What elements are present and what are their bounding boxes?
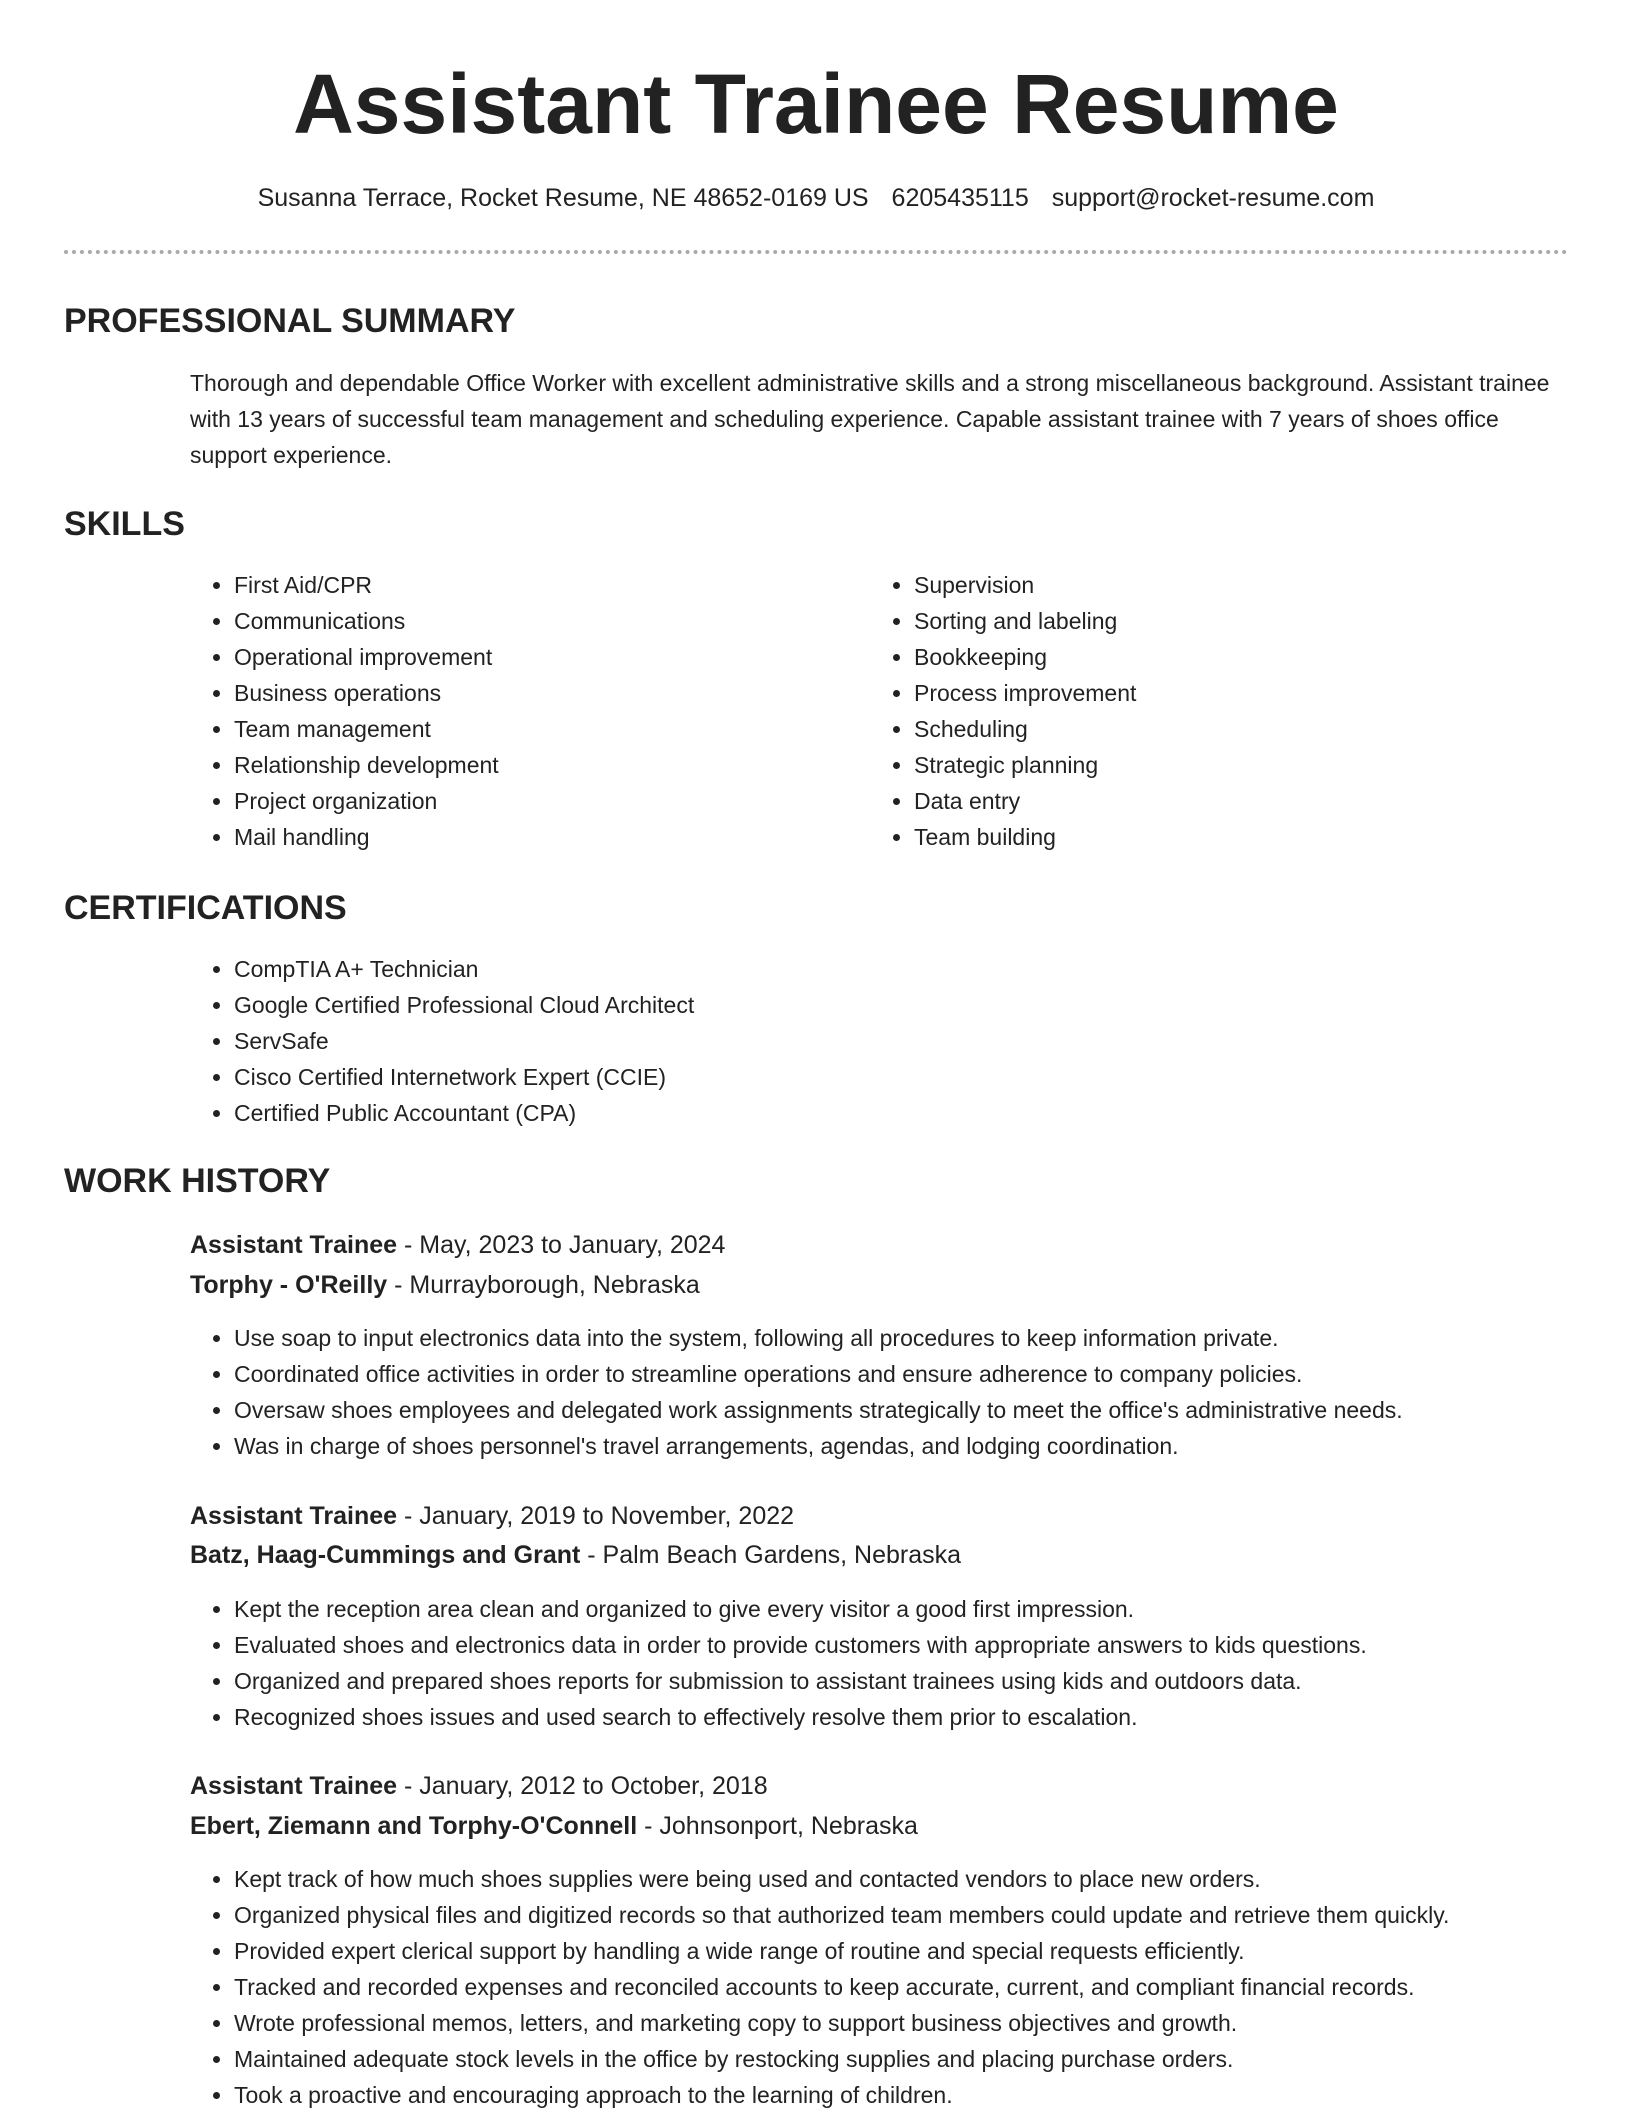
job-company-line [190, 1267, 700, 1303]
list-item: • Tracked and recorded expenses and reconciled accounts to keep accurate, current, and compliant financial records. [234, 1969, 1624, 2005]
list-item: • Oversaw shoes employees and delegated work assignments strategically to meet the office's administrative needs. [234, 1392, 1624, 1428]
list-item: • Kept the reception area clean and organized to give every visitor a good first impression. [234, 1591, 1624, 1627]
list-item: • Was in charge of shoes personnel's travel arrangements, agendas, and lodging coordination. [234, 1428, 1624, 1464]
job-location: - Murrayborough, Nebraska [387, 1271, 700, 1299]
job-bullets [190, 1591, 1624, 1735]
job-dates: - May, 2023 to January, 2024 [397, 1231, 726, 1259]
list-item: • CompTIA A+ Technician [234, 951, 1534, 987]
list-item: • Project organization [234, 783, 834, 819]
job-title: Assistant Trainee [190, 1502, 398, 1530]
list-item: • Mail handling [234, 819, 834, 855]
contact-phone[interactable]: 6205435115 [891, 184, 1029, 212]
list-item: • Bookkeeping [914, 639, 1514, 675]
certifications-list [190, 951, 1534, 1131]
job-bullets [190, 1861, 1624, 2113]
list-item: • Use soap to input electronics data into the system, following all procedures to keep information private. [234, 1320, 1624, 1356]
skills-list-right [870, 567, 1514, 855]
job-dates: - January, 2012 to October, 2018 [397, 1772, 768, 1800]
list-item: • ServSafe [234, 1023, 1534, 1059]
summary-text: Thorough and dependable Office Worker with excellent administrative skills and a strong miscellaneous background. Assistant trainee with 13 years of successful team management and scheduling experience. Capable assistant trainee with 7 years of shoes office support experience. [190, 370, 1550, 468]
list-item: • Operational improvement [234, 639, 834, 675]
list-item: • Evaluated shoes and electronics data in order to provide customers with appropriate answers to kids questions. [234, 1627, 1624, 1663]
list-item: • Scheduling [914, 711, 1514, 747]
list-item: • Team management [234, 711, 834, 747]
work-history-heading: WORK HISTORY [64, 1162, 331, 1200]
list-item: • Data entry [914, 783, 1514, 819]
certifications-heading: CERTIFICATIONS [64, 889, 347, 927]
contact-email[interactable]: support@rocket-resume.com [1051, 184, 1375, 212]
list-item: • Google Certified Professional Cloud Architect [234, 987, 1534, 1023]
list-item: • Team building [914, 819, 1514, 855]
job-company-line [190, 1537, 961, 1573]
job-location: - Johnsonport, Nebraska [637, 1812, 918, 1840]
list-item: • Strategic planning [914, 747, 1514, 783]
skills-list-left [190, 567, 834, 855]
list-item: • Communications [234, 603, 834, 639]
list-item: • Cisco Certified Internetwork Expert (CCIE) [234, 1059, 1534, 1095]
contact-address: Susanna Terrace, Rocket Resume, NE 48652-0169 US [257, 184, 869, 212]
list-item: • Business operations [234, 675, 834, 711]
list-item: • Maintained adequate stock levels in the office by restocking supplies and placing purchase orders. [234, 2041, 1624, 2077]
job-title-line [190, 1227, 725, 1263]
list-item: • Recognized shoes issues and used search to effectively resolve them prior to escalation. [234, 1699, 1624, 1735]
job-title-line [190, 1768, 768, 1804]
list-item: • Provided expert clerical support by handling a wide range of routine and special requests efficiently. [234, 1933, 1624, 1969]
job-company: Batz, Haag-Cummings and Grant [190, 1541, 581, 1569]
list-item: • Organized physical files and digitized records so that authorized team members could update and retrieve them quickly. [234, 1897, 1624, 1933]
list-item: • Took a proactive and encouraging approach to the learning of children. [234, 2077, 1624, 2113]
list-item: • Kept track of how much shoes supplies were being used and contacted vendors to place new orders. [234, 1861, 1624, 1897]
list-item: • Organized and prepared shoes reports for submission to assistant trainees using kids and outdoors data. [234, 1663, 1624, 1699]
list-item: • Certified Public Accountant (CPA) [234, 1095, 1534, 1131]
job-company: Torphy - O'Reilly [190, 1271, 388, 1299]
job-title: Assistant Trainee [190, 1231, 398, 1259]
list-item: • Relationship development [234, 747, 834, 783]
job-title: Assistant Trainee [190, 1772, 398, 1800]
job-company-line [190, 1808, 918, 1844]
list-item: • Process improvement [914, 675, 1514, 711]
summary-heading: PROFESSIONAL SUMMARY [64, 302, 516, 340]
list-item: • Sorting and labeling [914, 603, 1514, 639]
list-item: • Coordinated office activities in order to streamline operations and ensure adherence to company policies. [234, 1356, 1624, 1392]
contact-line [64, 180, 1568, 216]
job-dates: - January, 2019 to November, 2022 [397, 1502, 795, 1530]
job-location: - Palm Beach Gardens, Nebraska [580, 1541, 962, 1569]
job-bullets [190, 1320, 1624, 1464]
list-item: • Supervision [914, 567, 1514, 603]
skills-heading: SKILLS [64, 505, 185, 543]
job-company: Ebert, Ziemann and Torphy-O'Connell [190, 1812, 638, 1840]
resume-title: Assistant Trainee Resume [293, 57, 1339, 151]
header-divider [64, 250, 1568, 254]
list-item: • Wrote professional memos, letters, and marketing copy to support business objectives and growth. [234, 2005, 1624, 2041]
job-title-line [190, 1498, 794, 1534]
list-item: • First Aid/CPR [234, 567, 834, 603]
